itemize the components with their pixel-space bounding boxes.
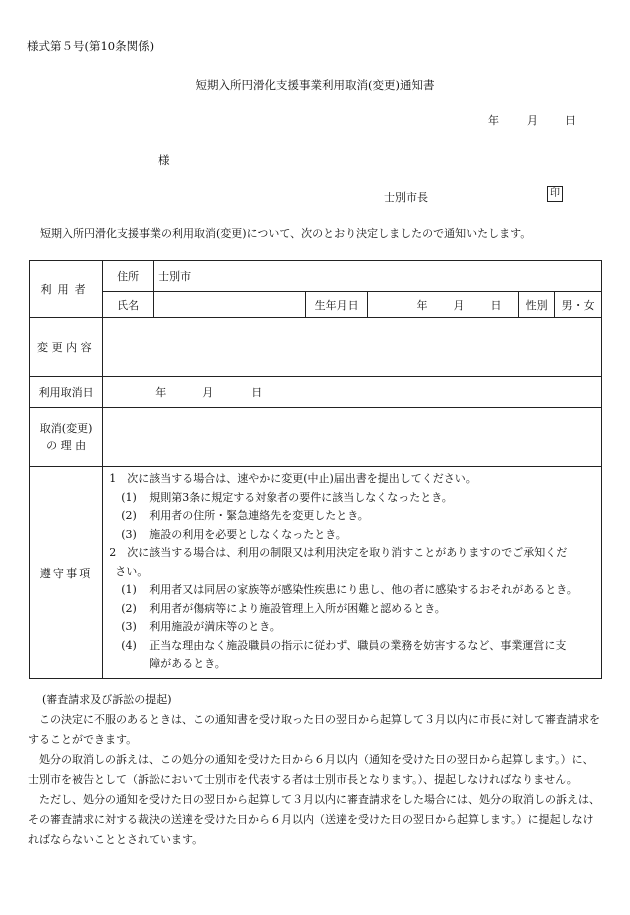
rule-1-3: (3) 施設の利用を必要としなくなったとき。 [121, 527, 347, 541]
appeal-paragraph-1: この決定に不服のあるときは、この通知書を受け取った日の翌日から起算して３月以内に市長に対して審査請求をすることができます。 [28, 713, 600, 746]
user-label: 利用者 [40, 283, 92, 296]
cancel-day: 日 [251, 386, 263, 399]
reason-label-line1: 取消(変更) [39, 422, 93, 435]
document-title: 短期入所円滑化支援事業利用取消(変更)通知書 [195, 78, 435, 92]
rule-2-cont: さい。 [115, 564, 149, 578]
notice-table [29, 260, 602, 679]
name-label: 氏名 [103, 292, 154, 318]
rule-2: 2 次に該当する場合は、利用の制限又は利用決定を取り消すことがありますのでご承知くだ [109, 546, 568, 560]
issue-date [488, 112, 576, 128]
gender-label: 性別 [519, 292, 555, 318]
address-label: 住所 [103, 261, 154, 292]
rule-2-3: (3) 利用施設が満床等のとき。 [121, 620, 281, 634]
date-month: 月 [527, 114, 538, 127]
form-number: 様式第５号(第10条関係) [27, 39, 155, 53]
rules-label: 遵守事項 [39, 566, 93, 580]
birth-label: 生年月日 [305, 292, 368, 318]
date-day: 日 [565, 114, 576, 127]
issuer-name: 士別市長 [384, 191, 428, 204]
gender-value: 男・女 [555, 292, 602, 318]
rule-2-4-cont: 障があるとき。 [149, 657, 226, 671]
change-label-cell [30, 318, 103, 377]
rules-label-cell [30, 467, 103, 679]
seal-stamp: 印 [547, 186, 563, 202]
cancel-date-value [103, 377, 602, 408]
rule-1-1: (1) 規則第3条に規定する対象者の要件に該当しなくなったとき。 [121, 490, 453, 504]
reason-label-line2: の 理 由 [46, 439, 87, 452]
appeal-section [28, 690, 604, 850]
change-value [103, 318, 602, 377]
reason-label-cell [30, 408, 103, 467]
rule-2-2: (2) 利用者が傷病等により施設管理上入所が困難と認めるとき。 [121, 601, 446, 615]
birth-year: 年 [416, 298, 428, 312]
cancel-date-label: 利用取消日 [30, 377, 103, 408]
address-value: 士別市 [154, 261, 602, 292]
rule-2-4: (4) 正当な理由なく施設職員の指示に従わず、職員の業務を妨害するなど、事業運営に支 [121, 638, 567, 652]
reason-value [103, 408, 602, 467]
appeal-heading: (審査請求及び訴訟の提起) [42, 693, 172, 706]
appeal-paragraph-3: ただし、処分の通知を受けた日の翌日から起算して３月以内に審査請求をした場合には、処分の取消しの訴えは、その審査請求に対する裁決の送達を受けた日から６月以内（送達を受けた日の翌日から起算します。）に提起しなければならないこととされています。 [28, 793, 600, 846]
birth-day: 日 [490, 298, 502, 312]
appeal-paragraph-2: 処分の取消しの訴えは、この処分の通知を受けた日から６月以内（通知を受けた日の翌日から起算します。）に、士別市を被告として（訴訟において士別市を代表する者は士別市長となります。）、提起しなければなりません。 [28, 753, 594, 786]
rule-1: 1 次に該当する場合は、速やかに変更(中止)届出書を提出してください。 [109, 472, 477, 486]
user-label-cell [30, 261, 103, 318]
rules-content [103, 467, 602, 679]
rule-1-2: (2) 利用者の住所・緊急連絡先を変更したとき。 [121, 509, 369, 523]
birth-value [368, 292, 519, 318]
name-value [154, 292, 306, 318]
addressee-suffix: 様 [158, 153, 170, 167]
birth-month: 月 [453, 298, 465, 312]
date-year: 年 [488, 114, 499, 127]
change-label: 変更内容 [37, 341, 96, 354]
cancel-year: 年 [155, 386, 167, 399]
intro-text: 短期入所円滑化支援事業の利用取消(変更)について、次のとおり決定しましたので通知いたします。 [40, 227, 532, 240]
rule-2-1: (1) 利用者又は同居の家族等が感染性疾患にり患し、他の者に感染するおそれがあるとき。 [121, 583, 578, 597]
cancel-month: 月 [202, 386, 214, 399]
